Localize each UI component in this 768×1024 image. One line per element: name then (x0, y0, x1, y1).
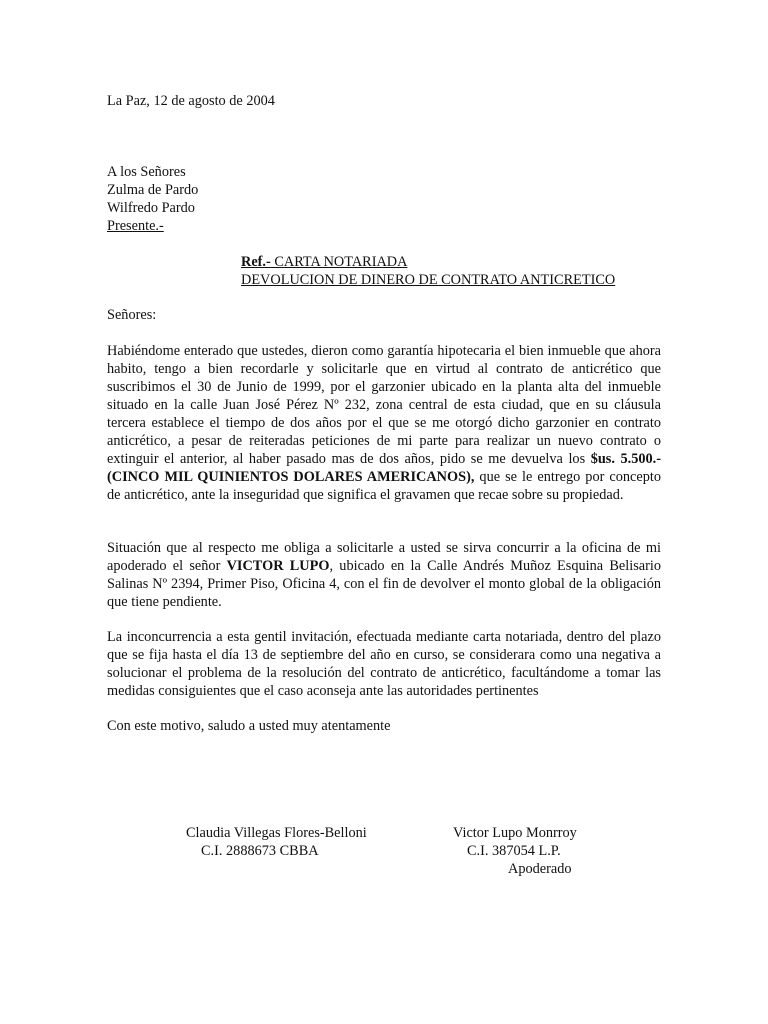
reference-title: CARTA NOTARIADA (270, 254, 408, 270)
letter-date: La Paz, 12 de agosto de 2004 (107, 93, 275, 109)
salutation: Señores: (107, 307, 157, 323)
recipient-line-1: A los Señores (107, 164, 186, 180)
body-paragraph-2 (107, 539, 661, 611)
recipient-line-2: Zulma de Pardo (107, 182, 199, 198)
reference-line (241, 253, 407, 271)
signature-right-role: Apoderado (508, 861, 572, 877)
signature-left-name: Claudia Villegas Flores-Belloni (186, 825, 367, 841)
body-paragraph-1 (107, 342, 661, 504)
p2-text-a: Situación que al respecto me obliga a solicitarle a usted se sirva concurrir a la oficina de mi apoderado el señor (107, 540, 661, 574)
p1-amount: $us. 5.500.- (CINCO MIL QUINIENTOS DOLARES AMERICANOS), (107, 451, 661, 485)
p2-name: VICTOR LUPO (226, 558, 330, 574)
recipient-line-4: Presente.- (107, 218, 164, 234)
reference-label: Ref.- (241, 254, 271, 270)
closing-line: Con este motivo, saludo a usted muy atentamente (107, 718, 391, 734)
p1-text-a: Habiéndome enterado que ustedes, dieron como garantía hipotecaria el bien inmueble que ahora habito, tengo a bien recordarle y solicitarle que en virtud al contrato de anticrético que suscribimos el 30 de Junio de 1999, por el garzonier ubicado en la planta alta del inmueble situado en la calle Juan José Pérez Nº 232, zona central de esta ciudad, que en su cláusula tercera establece el tiempo de dos años por el que se me otorgó dicho garzonier en contrato anticrético, a pesar de reiteradas peticiones de mi parte para realizar un nuevo contrato o extinguir el anterior, al haber pasado mas de dos años, pido se me devuelva los (107, 343, 661, 467)
recipient-line-3: Wilfredo Pardo (107, 200, 195, 216)
body-paragraph-3 (107, 628, 661, 700)
reference-subject: DEVOLUCION DE DINERO DE CONTRATO ANTICRETICO (241, 272, 616, 288)
p2-text-b: , ubicado en la Calle Andrés Muñoz Esquina Belisario Salinas Nº 2394, Primer Piso, Oficina 4, con el fin de devolver el monto global de la obligación que tiene pendiente. (107, 558, 661, 610)
p3-text: La inconcurrencia a esta gentil invitación, efectuada mediante carta notariada, dentro del plazo que se fija hasta el día 13 de septiembre del año en curso, se considerara como una negativa a solucionar el problema de la resolución del contrato de anticrético, facultándome a tomar las medidas consiguientes que el caso aconseja ante las autoridades pertinentes (107, 629, 661, 699)
signature-right-name: Victor Lupo Monrroy (453, 825, 577, 841)
signature-left-id: C.I. 2888673 CBBA (201, 843, 319, 859)
p1-text-b: que se le entrego por concepto de anticrético, ante la inseguridad que significa el gravamen que recae sobre su propiedad. (107, 469, 661, 503)
signature-right-id: C.I. 387054 L.P. (467, 843, 561, 859)
